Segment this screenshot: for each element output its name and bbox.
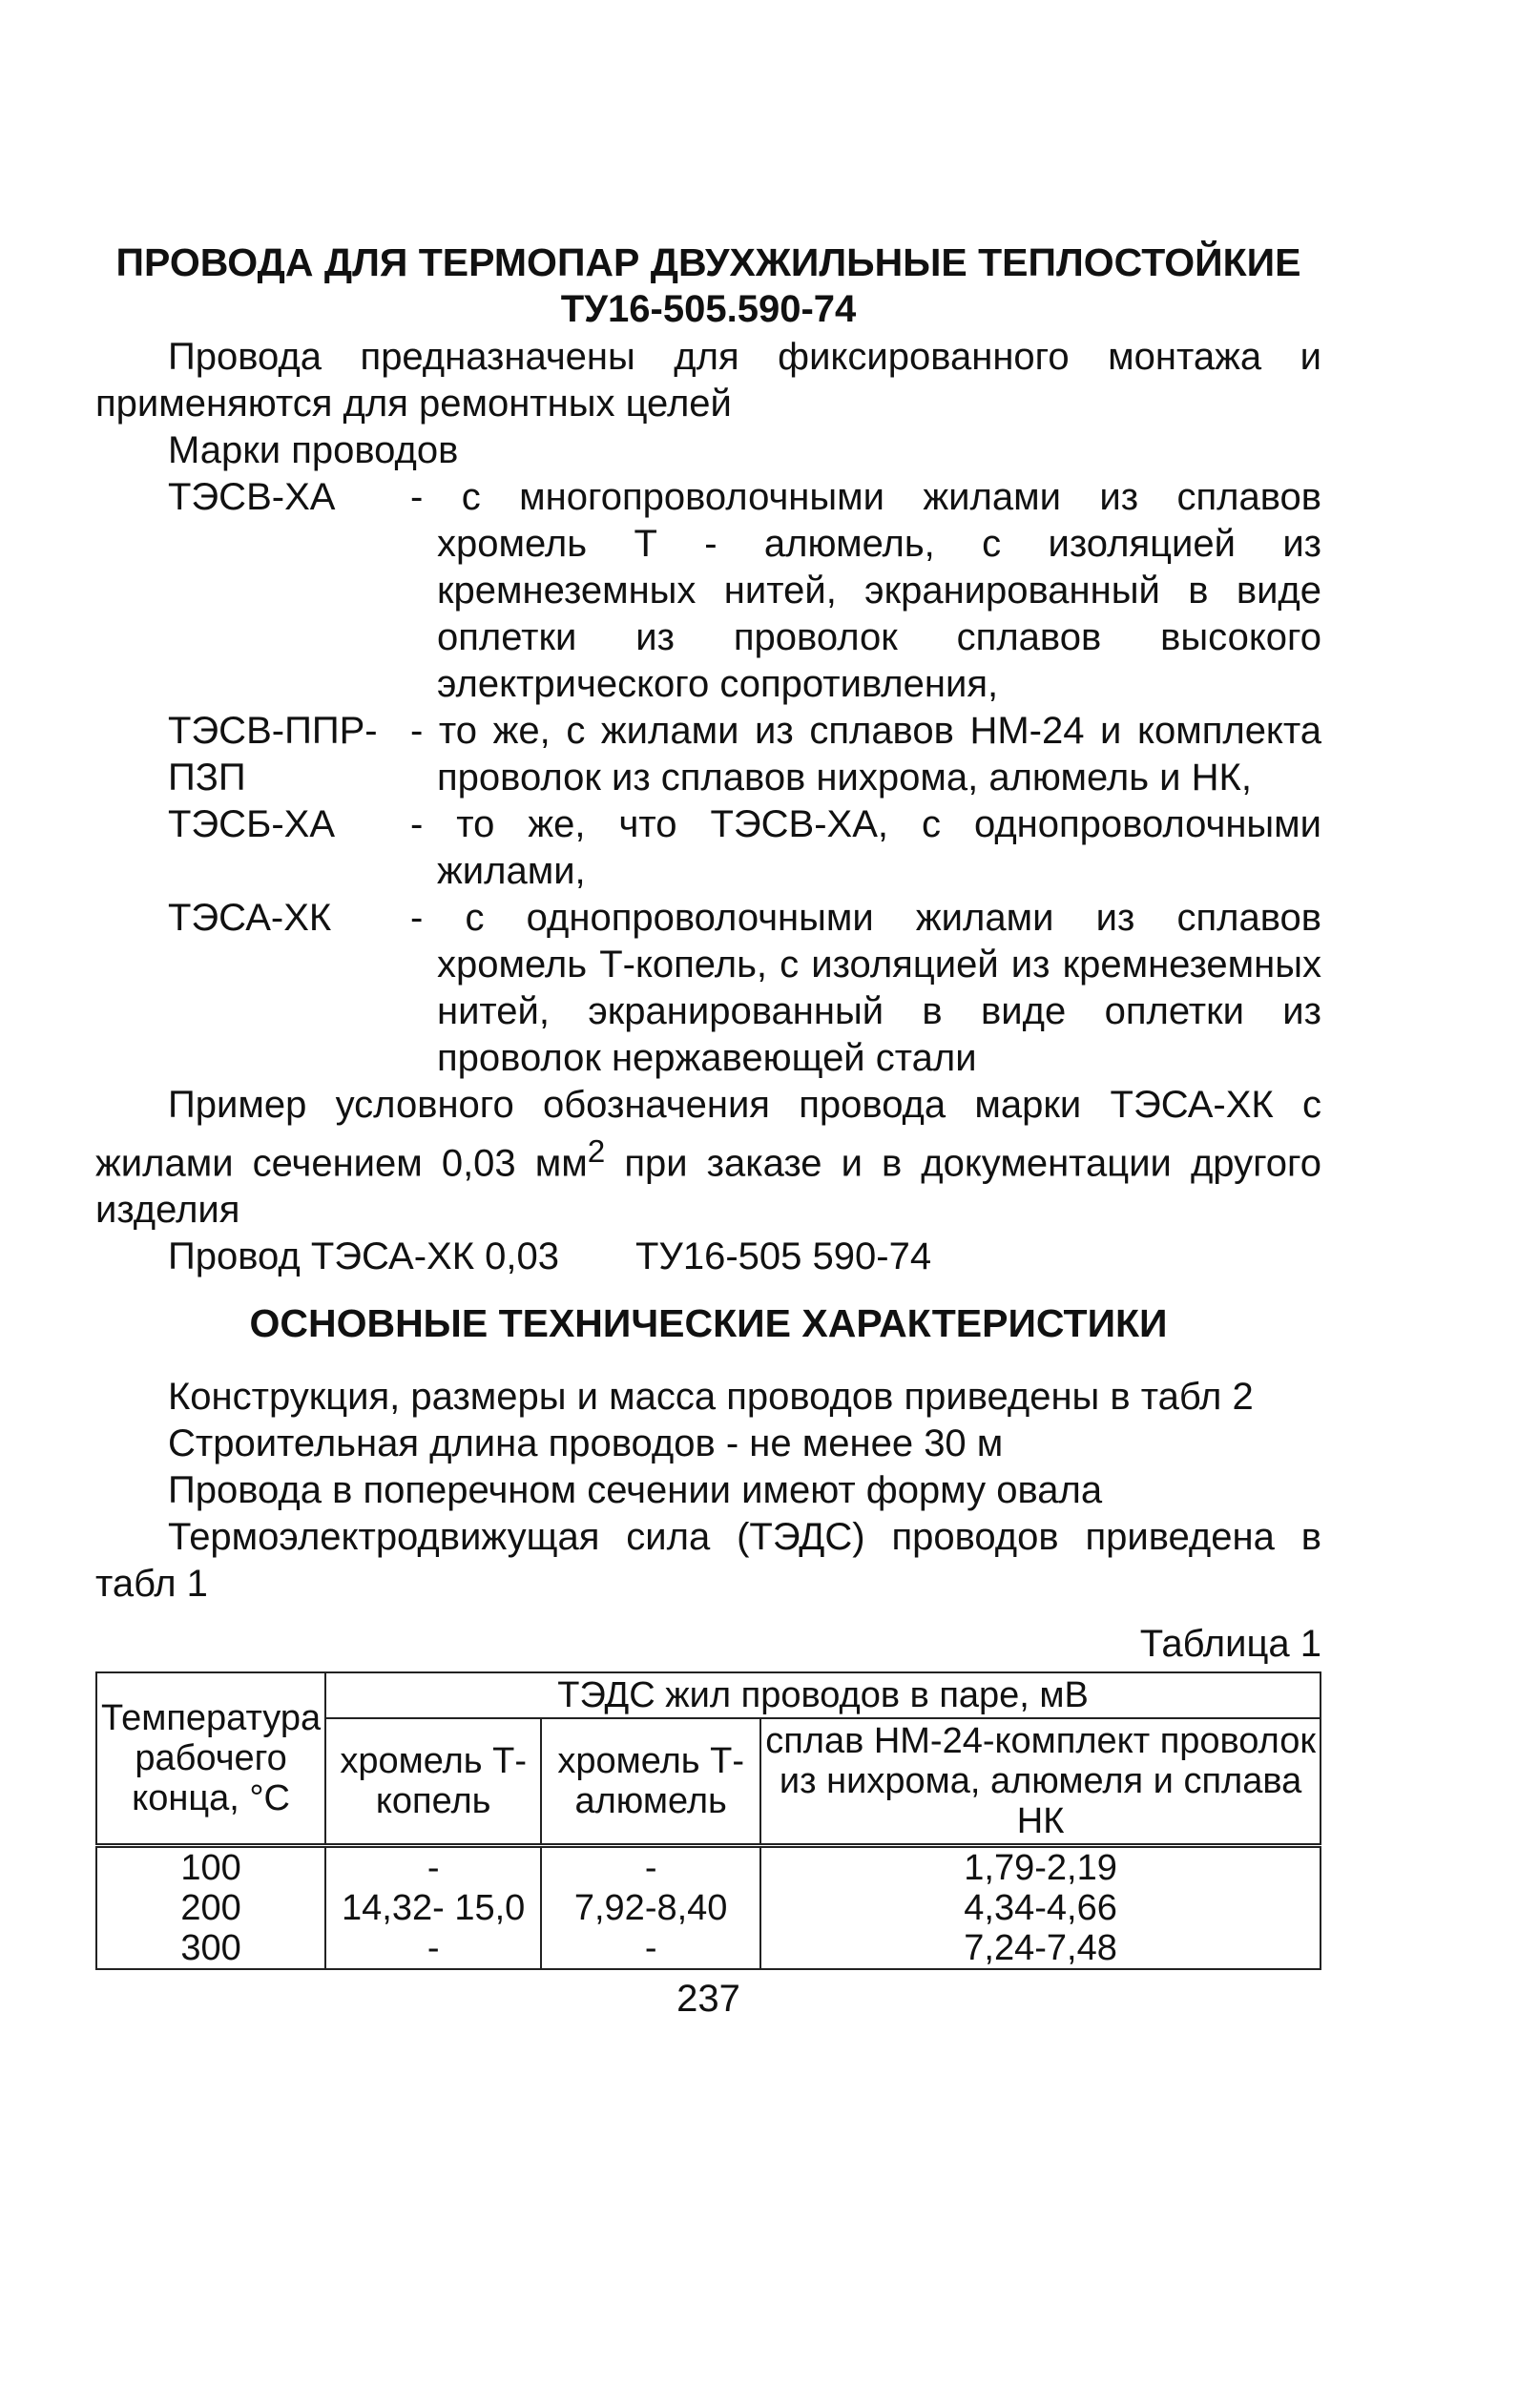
document-subtitle: ТУ16-505.590-74	[560, 288, 857, 330]
example-designation-line	[168, 1234, 1321, 1280]
table-row	[96, 1888, 1321, 1928]
example-paragraph	[95, 1082, 1321, 1234]
spec-paragraph: Конструкция, размеры и масса проводов приведены в табл 2	[168, 1376, 1254, 1419]
header-temperature: Температура рабочего конца, °С	[96, 1672, 325, 1846]
spec-paragraph: Строительная длина проводов - не менее 30 м	[168, 1422, 1004, 1465]
table-row	[96, 1928, 1321, 1969]
example-designation: Провод ТЭСА-ХК 0,03	[168, 1235, 559, 1278]
cell-value: -	[541, 1846, 760, 1889]
mark-item	[95, 895, 1321, 1082]
cell-value: -	[541, 1928, 760, 1969]
marks-list	[95, 474, 1321, 1082]
mark-description: - с однопроволочными жилами из сплавов хромель Т-копель, с изоляцией из кремнеземных нитей, экранированный в виде оплетки из проволок нержавеющей стали	[410, 897, 1321, 1079]
document-title: ПРОВОДА ДЛЯ ТЕРМОПАР ДВУХЖИЛЬНЫЕ ТЕПЛОСТОЙКИЕ	[115, 240, 1301, 284]
spec-paragraph: Термоэлектродвижущая сила (ТЭДС) проводов приведена в табл 1	[95, 1516, 1321, 1606]
mark-name: ТЭСБ-ХА	[168, 803, 335, 845]
cell-temp: 200	[96, 1888, 325, 1928]
cell-temp: 300	[96, 1928, 325, 1969]
mark-description: - с многопроволочными жилами из сплавов хромель Т - алюмель, с изоляцией из кремнеземных нитей, экранированный в виде оплетки из проволок сплавов высокого электрического сопротивления,	[410, 476, 1321, 705]
example-superscript: 2	[587, 1134, 606, 1170]
cell-value: -	[325, 1928, 541, 1969]
table-row	[96, 1846, 1321, 1889]
mark-name: ТЭСА-ХК	[168, 897, 332, 939]
table-caption: Таблица 1	[1139, 1623, 1321, 1666]
mark-item	[95, 708, 1321, 801]
marks-heading: Марки проводов	[168, 429, 459, 471]
spec-paragraph: Провода в поперечном сечении имеют форму овала	[168, 1469, 1103, 1512]
section-heading: ОСНОВНЫЕ ТЕХНИЧЕСКИЕ ХАРАКТЕРИСТИКИ	[249, 1301, 1168, 1346]
mark-item	[95, 474, 1321, 708]
page-number: 237	[676, 1978, 740, 2021]
cell-value: 7,92-8,40	[541, 1888, 760, 1928]
cell-value: 4,34-4,66	[760, 1888, 1321, 1928]
cell-value: -	[325, 1846, 541, 1889]
cell-value: 1,79-2,19	[760, 1846, 1321, 1889]
header-group: ТЭДС жил проводов в паре, мВ	[325, 1672, 1321, 1718]
tedf-table	[95, 1671, 1321, 1970]
example-spec: ТУ16-505 590-74	[635, 1235, 932, 1278]
mark-description: - то же, что ТЭСВ-ХА, с однопроволочными жилами,	[410, 803, 1321, 892]
example-text-after: при заказе и в документации другого изделия	[95, 1142, 1321, 1232]
document-page	[95, 239, 1321, 2061]
header-column: хромель Т-алюмель	[541, 1718, 760, 1846]
intro-paragraph: Провода предназначены для фиксированного монтажа и применяются для ремонтных целей	[95, 336, 1321, 425]
cell-temp: 100	[96, 1846, 325, 1889]
header-column: сплав НМ-24-комплект проволок из нихрома, алюмеля и сплава НК	[760, 1718, 1321, 1846]
mark-item	[95, 801, 1321, 895]
mark-description: - то же, с жилами из сплавов НМ-24 и комплекта проволок из сплавов нихрома, алюмель и НК,	[410, 710, 1321, 799]
cell-value: 14,32- 15,0	[325, 1888, 541, 1928]
header-column: хромель Т-копель	[325, 1718, 541, 1846]
cell-value: 7,24-7,48	[760, 1928, 1321, 1969]
example-text-before: Пример условного обозначения провода марки ТЭСА-ХК с жилами сечением 0,03 мм	[95, 1084, 1321, 1185]
mark-name: ТЭСВ-ППР-ПЗП	[168, 710, 378, 799]
mark-name: ТЭСВ-ХА	[168, 476, 336, 518]
